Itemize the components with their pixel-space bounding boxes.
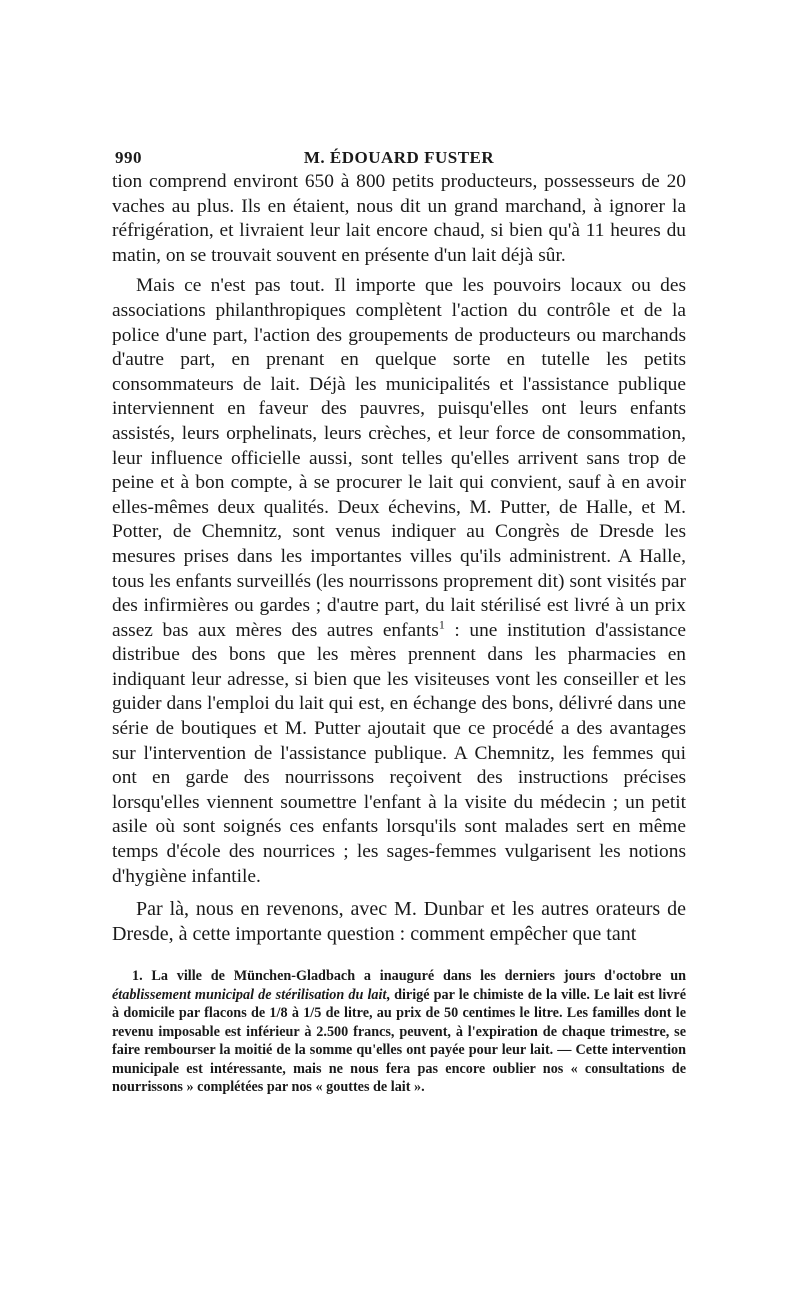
paragraph-main: [112, 274, 686, 889]
footnote: [112, 967, 686, 1097]
footnote-marker[interactable]: 1: [438, 617, 445, 632]
footnote-number: 1.: [132, 968, 143, 985]
paragraph-last: Par là, nous en revenons, avec M. Dunbar et les autres orateurs de Dresde, à cette importante question : comment empêcher que tant: [112, 898, 686, 946]
book-page: [112, 144, 686, 1097]
paragraph-main-text-a: Mais ce n'est pas tout. Il importe que les pouvoirs locaux ou des associations philanthropiques complètent l'action du contrôle et de la police d'une part, l'action des groupements de producteurs ou marchands d'autre part, en prenant en quelque sorte en tutelle les petits consommateurs de lait. Déjà les municipalités et l'assistance publique interviennent en faveur des pauvres, puisqu'elles ont leurs enfants assistés, leurs orphelinats, leurs crèches, et leur force de consommation, leur influence officielle aussi, sont telles qu'elles arrivent sans trop de peine et à bon compte, à se procurer le lait qui convient, sauf à en avoir elles-mêmes deux qualités. Deux échevins, M. Putter, de Halle, et M. Potter, de Chemnitz, sont venus indiquer au Congrès de Dresde les mesures prises dans les importantes villes qu'ils administrent. A Halle, tous les enfants surveillés (les nourrissons proprement dit) sont visités par des infirmières ou gardes ; d'autre part, du lait stérilisé est livré à un prix assez bas aux mères des autres enfants: [112, 275, 686, 641]
page-header: [112, 144, 686, 170]
page-number: 990: [115, 148, 142, 167]
footnote-text-a: La ville de München-Gladbach a inauguré dans les derniers jours d'octobre un: [151, 968, 686, 985]
paragraph-continued: tion comprend environt 650 à 800 petits producteurs, possesseurs de 20 vaches au plus. Ils en étaient, nous dit un grand marchand, à ignorer la réfrigération, et livraient leur lait encore chaud, si bien qu'à 11 heures du matin, on se trouvait souvent en présente d'un lait déjà sûr.: [112, 171, 686, 266]
paragraph-main-text-b: : une institution d'assistance distribue des bons que les mères prennent dans les pharmacies en indiquant leur adresse, si bien que les visiteuses vont les conseiller et les guider dans l'emploi du lait qui est, en échange des bons, délivré dans une série de boutiques et M. Putter ajoutait que ce procédé a des avantages sur l'intervention de l'assistance publique. A Chemnitz, les femmes qui ont en garde des nourrissons reçoivent des instructions précises lorsqu'elles viennent soumettre l'enfant à la visite du médecin ; un petit asile où sont soignés ces enfants lorsqu'ils sont malades sert en même temps d'école des nourrices ; les sages-femmes vulgarisent les notions d'hygiène infantile.: [112, 619, 686, 887]
running-head: M. ÉDOUARD FUSTER: [303, 148, 495, 167]
footnote-text-b: , dirigé par le chimiste de la ville. Le lait est livré à domicile par flacons de 1/8 à 1/5 de litre, au prix de 50 centimes le litre. Les familles dont le revenu imposable est inférieur à 2.500 francs, peuvent, à l'expiration de chaque trimestre, se faire rembourser la moitié de la somme qu'elles ont payée pour leur lait. — Cette intervention municipale est intéressante, mais ne nous fera pas encore oublier nos « consultations de nourrissons » complétées par nos « gouttes de lait ».: [112, 986, 686, 1096]
body-text: [112, 170, 686, 947]
footnote-italic: établissement municipal de stérilisation du lait: [112, 986, 387, 1003]
